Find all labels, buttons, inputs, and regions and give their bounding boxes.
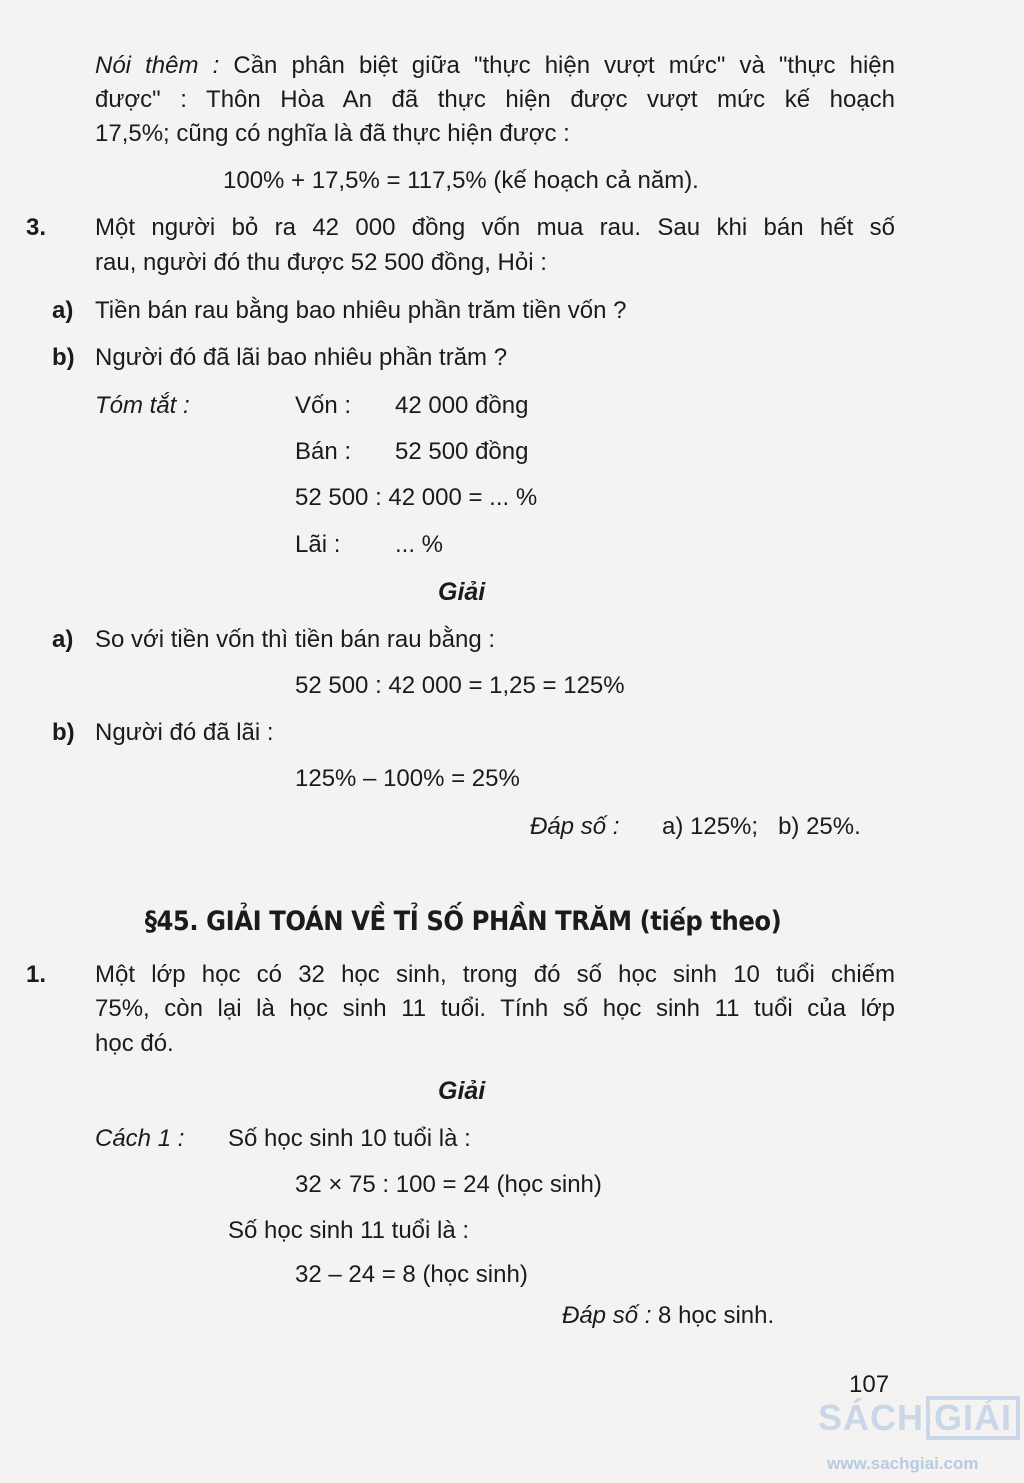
noi-them-label: Nói thêm : (95, 52, 220, 79)
noi-them-line-2: được" : Thôn Hòa An đã thực hiện được vượt mức kế hoạch (95, 86, 895, 113)
dap-so-problem-1 (562, 1301, 774, 1331)
logo-text-b: GIẢI (926, 1396, 1020, 1440)
solution-a-label: a) (52, 626, 74, 653)
dap-so-label-problem-1: Đáp số : (562, 1302, 652, 1329)
solution-b-calc: 125% – 100% = 25% (295, 765, 520, 792)
problem-1-number: 1. (26, 961, 47, 988)
logo-text-a: SÁCH (818, 1397, 925, 1438)
problem-3-number: 3. (26, 214, 47, 241)
ban-value: 52 500 đồng (395, 438, 529, 465)
step-1-calc: 32 × 75 : 100 = 24 (học sinh) (295, 1171, 602, 1198)
lai-value: ... % (395, 531, 444, 558)
step-2-text: Số học sinh 11 tuổi là : (228, 1217, 470, 1244)
step-1-text: Số học sinh 10 tuổi là : (228, 1125, 471, 1152)
problem-3-b-text: Người đó đã lãi bao nhiêu phần trăm ? (95, 344, 508, 371)
noi-them-text-1: Cần phân biệt giữa "thực hiện vượt mức" và "thực hiện (233, 52, 895, 79)
problem-1-line-3: học đó. (95, 1030, 174, 1057)
noi-them-line-3: 17,5%; cũng có nghĩa là đã thực hiện được : (95, 120, 570, 147)
giai-heading-problem-1: Giải (438, 1077, 486, 1105)
logo-url: www.sachgiai.com (827, 1454, 979, 1473)
problem-3-b-label: b) (52, 344, 75, 371)
tom-tat-label: Tóm tắt : (95, 392, 190, 419)
von-value: 42 000 đồng (395, 392, 529, 419)
ban-label: Bán : (295, 438, 352, 465)
ratio-line: 52 500 : 42 000 = ... % (295, 484, 538, 511)
von-label: Vốn : (295, 392, 352, 419)
dap-so-label-problem-3: Đáp số : (530, 813, 620, 840)
solution-b-text: Người đó đã lãi : (95, 719, 274, 746)
page-number: 107 (849, 1371, 890, 1398)
problem-3-a-text: Tiền bán rau bằng bao nhiêu phần trăm tiền vốn ? (95, 297, 627, 324)
section-title: §45. GIẢI TOÁN VỀ TỈ SỐ PHẦN TRĂM (tiếp theo) (144, 906, 782, 937)
solution-b-label: b) (52, 719, 75, 746)
dap-so-value-problem-3: a) 125%; b) 25%. (662, 813, 861, 840)
solution-a-text: So với tiền vốn thì tiền bán rau bằng : (95, 626, 495, 653)
sachgiai-logo (818, 1396, 1020, 1440)
noi-them-formula: 100% + 17,5% = 117,5% (kế hoạch cả năm). (223, 167, 699, 194)
dap-so-value-problem-1: 8 học sinh. (651, 1302, 775, 1329)
lai-label: Lãi : (295, 531, 341, 558)
problem-3-line-1: Một người bỏ ra 42 000 đồng vốn mua rau. Sau khi bán hết số (95, 214, 895, 241)
solution-a-calc: 52 500 : 42 000 = 1,25 = 125% (295, 672, 625, 699)
step-2-calc: 32 – 24 = 8 (học sinh) (295, 1261, 528, 1288)
noi-them-line-1 (95, 51, 895, 81)
problem-1-line-2: 75%, còn lại là học sinh 11 tuổi. Tính số học sinh 11 tuổi của lớp (95, 995, 895, 1022)
giai-heading-problem-3: Giải (438, 578, 486, 606)
problem-3-line-2: rau, người đó thu được 52 500 đồng, Hỏi : (95, 249, 547, 276)
cach-1-label: Cách 1 : (95, 1125, 185, 1152)
problem-3-a-label: a) (52, 297, 74, 324)
problem-1-line-1: Một lớp học có 32 học sinh, trong đó số học sinh 10 tuổi chiếm (95, 961, 895, 988)
